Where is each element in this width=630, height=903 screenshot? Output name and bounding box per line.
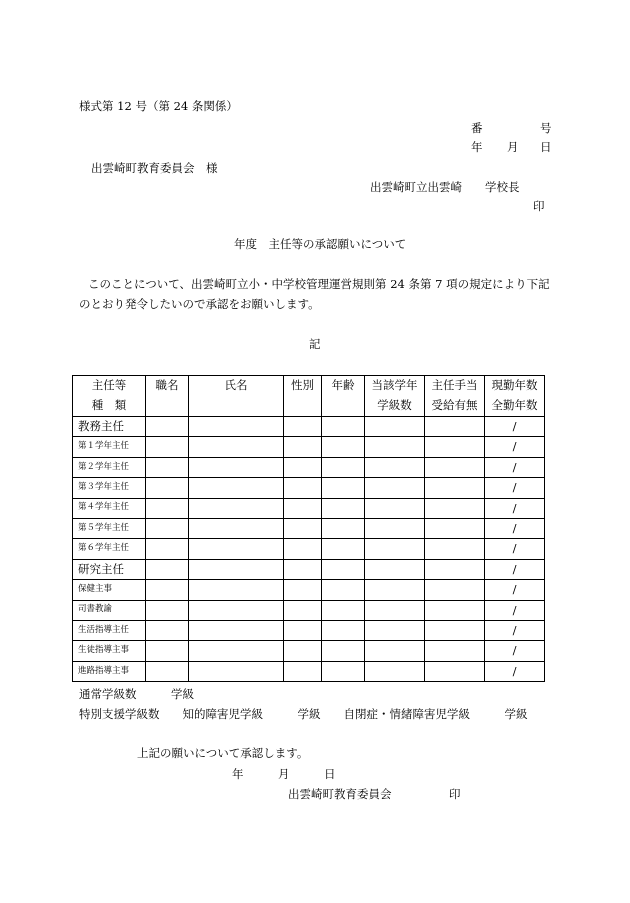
empty-cell xyxy=(322,417,365,437)
empty-cell xyxy=(189,518,284,538)
approval-date: 年 月 日 xyxy=(232,767,336,781)
empty-cell xyxy=(365,641,425,661)
assignment-table xyxy=(72,375,545,682)
date-year-label: 年 xyxy=(471,140,483,154)
empty-cell xyxy=(425,518,485,538)
normal-classes: 通常学級数 学級 xyxy=(79,687,194,701)
empty-cell xyxy=(425,478,485,498)
approval-text: 上記の願いについて承認します。 xyxy=(137,746,309,760)
empty-cell xyxy=(189,437,284,457)
row-type-label: 研究主任 xyxy=(73,559,146,579)
header-gender: 性別 xyxy=(284,376,322,417)
table-row xyxy=(73,457,545,477)
table-row xyxy=(73,661,545,681)
ki-heading: 記 xyxy=(309,337,321,351)
empty-cell xyxy=(322,620,365,640)
header-name: 氏名 xyxy=(189,376,284,417)
header-years-line2: 全勤年数 xyxy=(485,396,545,417)
empty-cell xyxy=(425,580,485,600)
empty-cell xyxy=(425,539,485,559)
empty-cell xyxy=(365,661,425,681)
empty-cell xyxy=(189,620,284,640)
empty-cell xyxy=(146,518,189,538)
row-type-label: 司書教諭 xyxy=(73,600,146,620)
table-row xyxy=(73,498,545,518)
empty-cell xyxy=(189,600,284,620)
empty-cell xyxy=(322,437,365,457)
years-slash: / xyxy=(485,620,545,640)
special-classes: 特別支援学級数 知的障害児学級 学級 自閉症・情緒障害児学級 学級 xyxy=(79,707,528,721)
empty-cell xyxy=(284,620,322,640)
empty-cell xyxy=(146,641,189,661)
table-row xyxy=(73,559,545,579)
empty-cell xyxy=(189,641,284,661)
empty-cell xyxy=(425,437,485,457)
empty-cell xyxy=(425,417,485,437)
empty-cell xyxy=(365,518,425,538)
empty-cell xyxy=(322,559,365,579)
header-allowance-line2: 受給有無 xyxy=(425,396,485,417)
empty-cell xyxy=(146,457,189,477)
empty-cell xyxy=(146,437,189,457)
empty-cell xyxy=(284,580,322,600)
sender-school: 出雲崎町立出雲崎 学校長 xyxy=(370,180,520,194)
recipient: 出雲崎町教育委員会 様 xyxy=(91,161,218,175)
table-row xyxy=(73,417,545,437)
table-row xyxy=(73,437,545,457)
empty-cell xyxy=(284,518,322,538)
date-month-label: 月 xyxy=(507,140,519,154)
empty-cell xyxy=(425,600,485,620)
table-row xyxy=(73,580,545,600)
empty-cell xyxy=(284,539,322,559)
empty-cell xyxy=(189,457,284,477)
years-slash: / xyxy=(485,518,545,538)
empty-cell xyxy=(365,600,425,620)
empty-cell xyxy=(146,559,189,579)
empty-cell xyxy=(322,600,365,620)
approval-board: 出雲崎町教育委員会 印 xyxy=(288,787,461,801)
empty-cell xyxy=(322,580,365,600)
empty-cell xyxy=(425,661,485,681)
years-slash: / xyxy=(485,437,545,457)
table-row xyxy=(73,641,545,661)
empty-cell xyxy=(365,478,425,498)
empty-cell xyxy=(189,417,284,437)
table-row xyxy=(73,539,545,559)
empty-cell xyxy=(365,539,425,559)
empty-cell xyxy=(322,641,365,661)
empty-cell xyxy=(425,620,485,640)
years-slash: / xyxy=(485,559,545,579)
empty-cell xyxy=(146,539,189,559)
row-type-label: 教務主任 xyxy=(73,417,146,437)
row-type-label: 第１学年主任 xyxy=(73,437,146,457)
row-type-label: 第６学年主任 xyxy=(73,539,146,559)
empty-cell xyxy=(365,457,425,477)
years-slash: / xyxy=(485,498,545,518)
empty-cell xyxy=(146,417,189,437)
empty-cell xyxy=(322,518,365,538)
header-allowance-line1: 主任手当 xyxy=(425,376,485,397)
row-type-label: 第４学年主任 xyxy=(73,498,146,518)
years-slash: / xyxy=(485,539,545,559)
document-title: 年度 主任等の承認願いについて xyxy=(234,237,407,251)
sender-seal: 印 xyxy=(533,199,545,213)
header-grade-line2: 学級数 xyxy=(365,396,425,417)
empty-cell xyxy=(284,457,322,477)
empty-cell xyxy=(365,437,425,457)
empty-cell xyxy=(189,478,284,498)
years-slash: / xyxy=(485,457,545,477)
years-slash: / xyxy=(485,661,545,681)
header-type-line2: 種 類 xyxy=(73,396,146,417)
table-row xyxy=(73,620,545,640)
empty-cell xyxy=(365,620,425,640)
years-slash: / xyxy=(485,478,545,498)
empty-cell xyxy=(365,580,425,600)
row-type-label: 生徒指導主事 xyxy=(73,641,146,661)
empty-cell xyxy=(365,559,425,579)
empty-cell xyxy=(284,559,322,579)
table-row xyxy=(73,600,545,620)
years-slash: / xyxy=(485,641,545,661)
empty-cell xyxy=(425,559,485,579)
row-type-label: 保健主事 xyxy=(73,580,146,600)
body-line-1: このことについて、出雲崎町立小・中学校管理運営規則第 24 条第 7 項の規定により下記 xyxy=(88,277,550,291)
header-age: 年齢 xyxy=(322,376,365,417)
years-slash: / xyxy=(485,600,545,620)
empty-cell xyxy=(189,559,284,579)
years-slash: / xyxy=(485,580,545,600)
empty-cell xyxy=(146,498,189,518)
empty-cell xyxy=(189,661,284,681)
empty-cell xyxy=(322,539,365,559)
years-slash: / xyxy=(485,417,545,437)
number-suffix-label: 号 xyxy=(540,121,552,135)
empty-cell xyxy=(146,580,189,600)
empty-cell xyxy=(322,498,365,518)
empty-cell xyxy=(189,539,284,559)
header-type-line1: 主任等 xyxy=(73,376,146,397)
empty-cell xyxy=(189,498,284,518)
empty-cell xyxy=(322,457,365,477)
empty-cell xyxy=(284,437,322,457)
empty-cell xyxy=(146,620,189,640)
empty-cell xyxy=(425,457,485,477)
empty-cell xyxy=(365,417,425,437)
empty-cell xyxy=(284,498,322,518)
empty-cell xyxy=(284,478,322,498)
empty-cell xyxy=(284,600,322,620)
table-row xyxy=(73,478,545,498)
header-position: 職名 xyxy=(146,376,189,417)
empty-cell xyxy=(425,498,485,518)
empty-cell xyxy=(146,661,189,681)
date-day-label: 日 xyxy=(540,140,552,154)
empty-cell xyxy=(189,580,284,600)
form-number: 様式第 12 号（第 24 条関係） xyxy=(79,99,238,113)
body-line-2: のとおり発令したいので承認をお願いします。 xyxy=(79,297,320,311)
number-label: 番 xyxy=(471,121,483,135)
empty-cell xyxy=(284,641,322,661)
header-grade-line1: 当該学年 xyxy=(365,376,425,397)
empty-cell xyxy=(284,417,322,437)
empty-cell xyxy=(146,600,189,620)
header-years-line1: 現勤年数 xyxy=(485,376,545,397)
empty-cell xyxy=(284,661,322,681)
table-row xyxy=(73,518,545,538)
empty-cell xyxy=(322,478,365,498)
row-type-label: 第２学年主任 xyxy=(73,457,146,477)
row-type-label: 第５学年主任 xyxy=(73,518,146,538)
row-type-label: 生活指導主任 xyxy=(73,620,146,640)
empty-cell xyxy=(322,661,365,681)
empty-cell xyxy=(146,478,189,498)
row-type-label: 第３学年主任 xyxy=(73,478,146,498)
empty-cell xyxy=(425,641,485,661)
empty-cell xyxy=(365,498,425,518)
row-type-label: 進路指導主事 xyxy=(73,661,146,681)
